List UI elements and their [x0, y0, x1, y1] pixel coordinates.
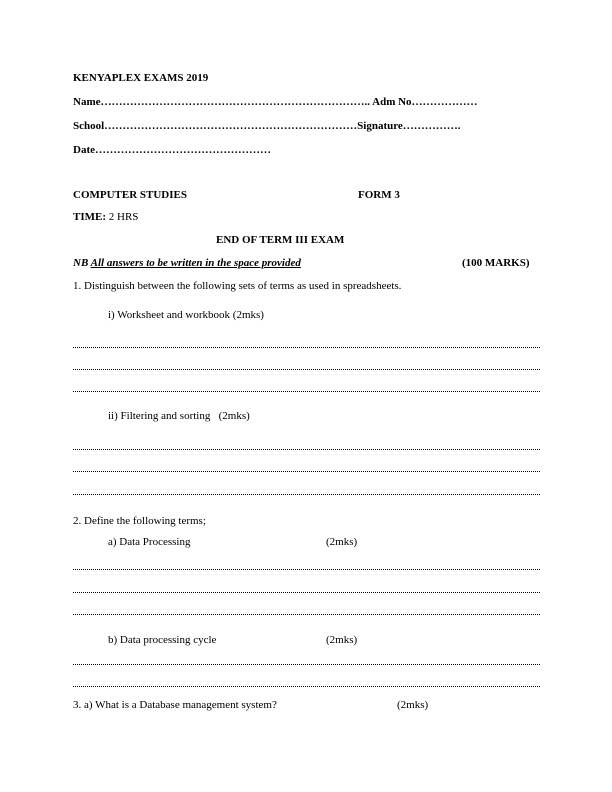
- question-1: 1. Distinguish between the following sets of terms as used in spreadsheets.: [73, 280, 402, 292]
- answer-line[interactable]: [73, 391, 540, 392]
- answer-line[interactable]: [73, 664, 540, 665]
- name-adm-line: Name……………………………………………………………….. Adm No………………: [73, 96, 478, 108]
- answer-line[interactable]: [73, 449, 540, 450]
- answer-line[interactable]: [73, 686, 540, 687]
- answer-line[interactable]: [73, 569, 540, 570]
- answer-line[interactable]: [73, 347, 540, 348]
- school-signature-line: School……………………………………………………………Signature…………….: [73, 120, 461, 132]
- question-3: 3. a) What is a Database management system?: [73, 699, 277, 711]
- exam-name: END OF TERM III EXAM: [216, 234, 345, 246]
- nb-label: NB: [73, 257, 89, 269]
- subject: COMPUTER STUDIES: [73, 189, 187, 201]
- total-marks: (100 MARKS): [462, 257, 530, 269]
- answer-line[interactable]: [73, 614, 540, 615]
- date-line: Date…………………………………………: [73, 144, 271, 156]
- answer-line[interactable]: [73, 471, 540, 472]
- question-1-part-ii-marks: (2mks): [218, 410, 250, 422]
- question-1-part-ii-text: ii) Filtering and sorting: [108, 410, 211, 422]
- form-level: FORM 3: [358, 189, 400, 201]
- question-2-part-a: a) Data Processing: [108, 536, 191, 548]
- nb-note: [73, 257, 301, 270]
- question-3-marks: (2mks): [397, 699, 429, 711]
- time-line: [73, 211, 138, 224]
- exam-title: KENYAPLEX EXAMS 2019: [73, 72, 209, 84]
- answer-line[interactable]: [73, 494, 540, 495]
- question-1-part-i: i) Worksheet and workbook (2mks): [108, 309, 264, 321]
- answer-line[interactable]: [73, 592, 540, 593]
- answer-line[interactable]: [73, 369, 540, 370]
- question-2: 2. Define the following terms;: [73, 515, 206, 527]
- nb-text: All answers to be written in the space provided: [90, 257, 301, 269]
- question-2-part-b-marks: (2mks): [326, 634, 358, 646]
- question-2-part-b: b) Data processing cycle: [108, 634, 217, 646]
- question-1-part-ii: [108, 410, 250, 423]
- question-2-part-a-marks: (2mks): [326, 536, 358, 548]
- time-label: TIME:: [73, 211, 106, 223]
- time-value: 2 HRS: [108, 211, 139, 223]
